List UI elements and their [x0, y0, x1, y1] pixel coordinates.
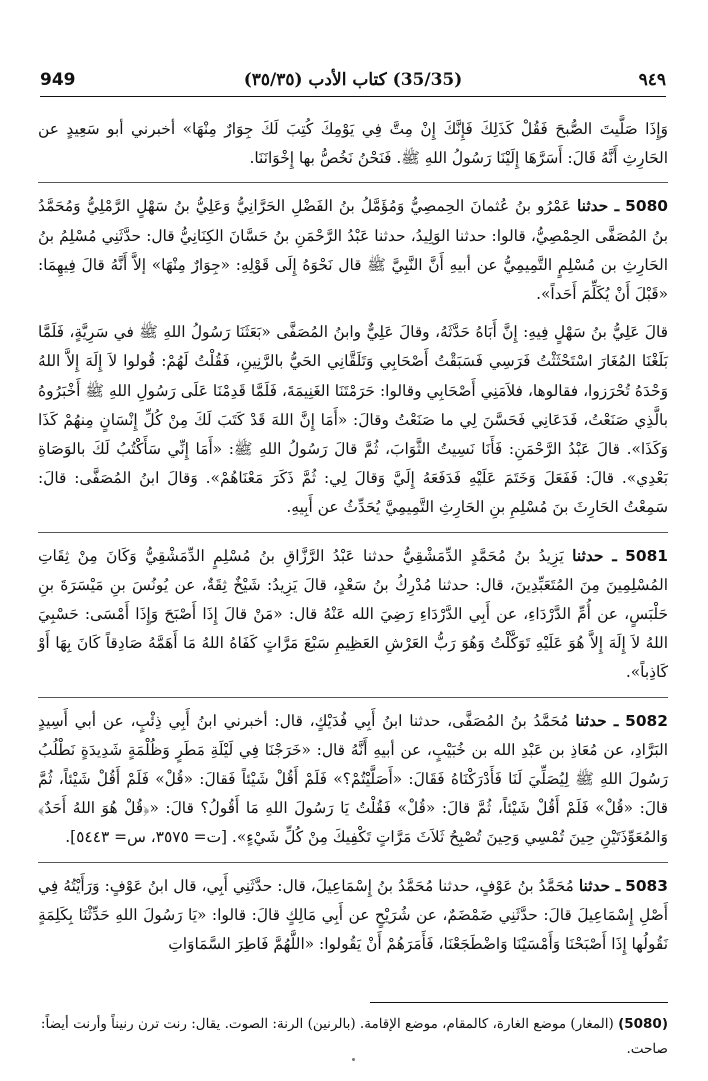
paragraph-divider	[38, 532, 668, 533]
paragraph-divider	[38, 862, 668, 863]
hadith-label: ـ حدثنا	[572, 546, 617, 565]
footnote-number: (5080)	[618, 1016, 668, 1032]
paragraph-continuation	[38, 115, 668, 173]
hadith-number: 5080	[625, 197, 668, 216]
page-number-arabic: ٩٤٩	[638, 70, 666, 90]
main-text	[38, 115, 668, 968]
paragraph-text: وَإِذَا صَلَّيتَ الصُّبحَ فَقُلْ كَذَلِكَ فَإِنَّكَ إِنْ مِتَّ فِي يَوْمِكَ كُتِبَ لَكَ جِوَارٌ مِنْهَا» أخبرني أبو سَعِيدٍ عن الحَارِثِ أَنَّهُ قَالَ: أَسَرَّهَا إِلَيْنَا رَسُولُ اللهِ ﷺ. فَنَحْنُ نَخُصُّ بها إِخْوَانَنَا.	[38, 120, 668, 168]
paragraph-divider	[38, 697, 668, 698]
paragraph-text: قالَ عَلِيُّ بنُ سَهْلٍ فِيهِ: إِنَّ أَبَاهُ حَدَّثَهُ، وقالَ عَلِيٌّ وابنُ المُصَفَّى «بَعَثَنَا رَسُولُ اللهِ ﷺ في سَرِيَّةٍ، فَلَمَّا بَلَغْنَا المُغَارَ اسْتَحْثَثْتُ فَرَسِي فَسَبَقْتُ أَصْحَابِي وَتَلَقَّانِي الحَيُّ بالرَّنِينِ، فَقُلْتُ لَهُمْ: قُولوا لاَ إِلَهَ إِلاَّ اللهُ وَحْدَهُ تُحْرَزوا، فقالوها، فلاَمَنِي أَصْحَابِي وقالوا: حَرَمْتَنَا الغَنِيمَةَ، فَلَمَّا قَدِمْنَا عَلَى رَسُولِ اللهِ ﷺ أَخْبَرُوهُ بالَّذِي صَنَعْتُ، فَدَعَانِي فَحَسَّنَ لِي ما صَنَعْتُ وقالَ: «أَمَا إِنَّ اللهَ قَدْ كَتَبَ لَكَ مِنْ كُلِّ إِنْسَانٍ مِنهُمْ كَذَا وَكَذَا». قالَ عَبْدُ الرَّحْمَنِ: فَأَنَا نَسِيتُ الثَّوَابَ، ثُمَّ قالَ رَسُولُ اللهِ ﷺ: «أَمَا إِنِّي سَأَكْتُبُ لَكَ بالوَصَاةِ بَعْدِي». قالَ: فَفَعَلَ وَخَتَمَ عَلَيْهِ فَدَفَعَهُ إِلَيَّ وَقالَ لِي: ثُمَّ ذَكَرَ مَعْنَاهُمْ». وَقالَ ابنُ المُصَفَّى: قالَ: سَمِعْتُ الحَارِثَ بنَ مُسْلِمِ بنِ الحَارِثِ التَّمِيمِيَّ يُحَدِّثُ عن أَبِيهِ.	[38, 323, 668, 517]
hadith-5082	[38, 707, 668, 853]
paragraph-text: مُحَمَّدُ بنُ المُصَفَّى، حدثنا ابنُ أَبِي فُدَيْكٍ، قال: أخبرني ابنُ أَبِي ذِئْبٍ، عن أبي أَسِيدٍ البَرَّادِ، عن مُعَاذِ بن عَبْدِ الله بن خُبَيْبٍ، عن أبيهِ أَنَّهُ قال: «خَرَجْنَا فِي لَيْلَةِ مَطَرٍ وَظُلْمَةٍ شَدِيدَةٍ نَطْلُبُ رَسُولَ اللهِ ﷺ لِيُصَلِّيَ لَنَا فَأَدْرَكْنَاهُ فَقَالَ: «أَصَلَّيْتُمْ؟» فَلَمْ أَقُلْ شَيْئاً فَقالَ: «قُلْ» فَلَمْ أَقُلْ شَيْئاً، ثُمَّ قالَ: «قُلْ» فَلَمْ أَقُلْ شَيْئاً، ثُمَّ قالَ: «قُلْ» فَقُلْتُ يَا رَسُولَ اللهِ مَا أَقُولُ؟ قالَ: «﴿قُلْ هُوَ اللهُ أَحَدٌ﴾ وَالمُعَوِّذَتَيْنِ حِينَ تُمْسِي وَحِينَ تُصْبِحُ ثَلاَثَ مَرَّاتٍ تَكْفِيكَ مِنْ كُلِّ شَيْءٍ». [ت= ٣٥٧٥، س= ٥٤٤٣].	[38, 711, 668, 847]
paragraph-text: عَمْرُو بنُ عُثمانَ الحِمصِيُّ وَمُؤَمَّلُ بنُ الفَضْلِ الحَرَّانِيُّ وَعَلِيُّ بنُ سَهْلٍ الرَّمْلِيُّ وَمُحَمَّدُ بنُ المُصَفَّى الحِمْصِيُّ، قالوا: حدثنا الوَلِيدُ، حدثنا عَبْدُ الرَّحْمَنِ بنُ حَسَّانَ الكِنَانِيُّ قال: حدَّثَنِي مُسْلِمُ بنُ الحَارِثِ بن مُسْلِمٍ التَّمِيمِيُّ عن أبيهِ أَنَّ النَّبِيَّ ﷺ قال نَحْوَهُ إِلَى قَوْلِهِ: «جِوَارٌ مِنْهَا» إلاَّ أَنَّهُ قالَ فِيهِمَا: «قَبْلَ أَنْ يُكَلِّمَ أَحَداً».	[38, 197, 668, 304]
page-mark	[352, 1058, 355, 1061]
hadith-label: ـ حدثنا	[578, 876, 621, 895]
hadith-number: 5081	[625, 546, 668, 565]
hadith-label: ـ حدثنا	[575, 711, 619, 730]
running-header	[40, 66, 666, 97]
paragraph-divider	[38, 182, 668, 183]
hadith-number: 5082	[625, 711, 668, 730]
footnote-rule	[370, 1002, 668, 1003]
hadith-5081	[38, 542, 668, 688]
hadith-number: 5083	[625, 876, 668, 895]
header-title: (35/35) كتاب الأدب (٣٥/٣٥)	[243, 70, 463, 90]
footnote-text: (المغار) موضع الغارة، كالمقام، موضع الإقامة. (بالرنين) الرنة: الصوت. يقال: رنت ترن رنيناً وأرنت أيضاً: صاحت.	[40, 1016, 668, 1057]
footnote	[38, 1012, 668, 1062]
hadith-5083	[38, 872, 668, 960]
paragraph-commentary	[38, 318, 668, 522]
paragraph-text: مُحَمَّدُ بنُ عَوْفٍ، حدثنا مُحَمَّدُ بنُ إِسْمَاعِيلَ، قال: حدَّثَنِي أَبِي، قال ابنُ عَوْفٍ: وَرَأَيْتُهُ فِي أَصْلِ إِسْمَاعِيلَ قالَ: حدَّثَنِي ضَمْضَمٌ، عن شُرَيْحٍ عن أَبِي مَالِكٍ قالَ: قالوا: «يَا رَسُولَ اللهِ حَدِّثْنَا بِكَلِمَةٍ نَقُولُها إِذَا أَصْبَحْنَا وَأَمْسَيْنَا وَاضْطَجَعْنَا، فَأَمَرَهُمْ أَنْ يَقُولوا: «اللَّهُمَّ فَاطِرَ السَّمَاوَاتِ	[38, 876, 668, 954]
page-number-latin: 949	[40, 70, 76, 90]
hadith-label: ـ حدثنا	[576, 197, 620, 216]
hadith-5080	[38, 192, 668, 309]
paragraph-text: يَزِيدُ بنُ مُحَمَّدٍ الدِّمَشْقِيُّ حدثنا عَبْدُ الرَّزَّاقِ بنُ مُسْلِمٍ الدِّمَشْقِيُّ وَكَانَ مِنْ ثِقَاتِ المُسْلِمِينَ مِنَ المُتَعَبِّدِينَ، قال: حدثنا مُدْرِكُ بنُ سَعْدٍ، قالَ يَزِيدُ: شَيْخٌ ثِقَةٌ، عن يُونُسَ بنِ مَيْسَرَةَ بنِ حَلْبَسٍ، عن أُمِّ الدَّرْدَاءِ، عن أَبِي الدَّرْدَاءِ رَضِيَ الله عَنْهُ قال: «مَنْ قالَ إِذَا أَصْبَحَ وَإِذَا أَمْسَى: حَسْبِيَ اللهُ لاَ إِلَهَ إِلاَّ هُوَ عَلَيْهِ تَوَكَّلْتُ وَهُوَ رَبُّ العَرْشِ العَظِيمِ سَبْعَ مَرَّاتٍ كَفَاهُ اللهُ مَا أَهَمَّهُ صَادِقاً كَانَ بِهَا أَوْ كَاذِباً».	[38, 546, 668, 682]
